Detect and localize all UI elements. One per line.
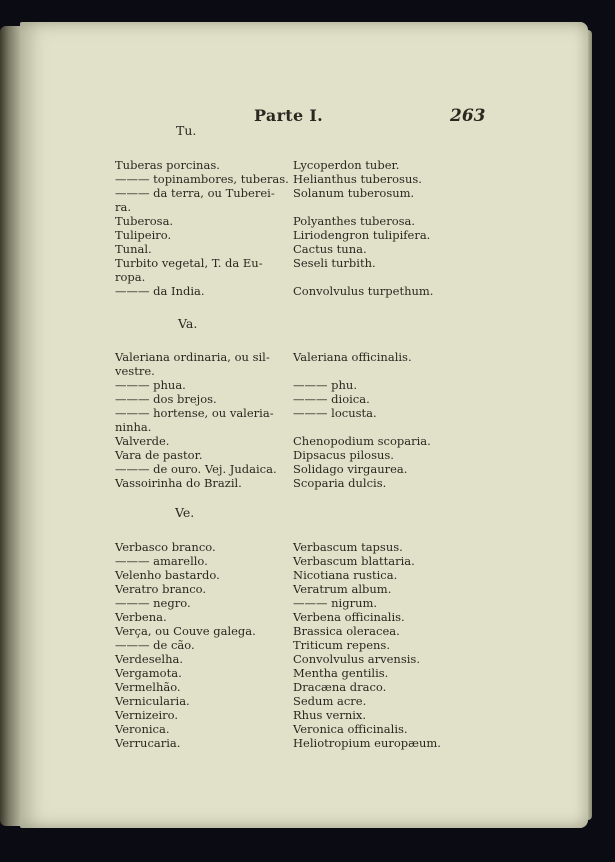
portuguese-name: Verbena. <box>115 610 167 624</box>
portuguese-name: Tunal. <box>115 242 152 256</box>
binding-edge <box>0 26 22 826</box>
portuguese-name: Vergamota. <box>115 666 182 680</box>
latin-name: Verbascum blattaria. <box>293 554 415 568</box>
page-number: 263 <box>450 106 486 126</box>
portuguese-name: Vernizeiro. <box>115 708 179 722</box>
latin-name: ——— phu. <box>293 378 357 392</box>
portuguese-name: ninha. <box>115 420 152 434</box>
latin-name: Chenopodium scoparia. <box>293 434 431 448</box>
portuguese-name: ——— da terra, ou Tuberei- <box>115 186 275 200</box>
latin-name: Lycoperdon tuber. <box>293 158 400 172</box>
latin-name: Sedum acre. <box>293 694 367 708</box>
portuguese-name: Vassoirinha do Brazil. <box>115 476 242 490</box>
portuguese-name: Vara de pastor. <box>115 448 203 462</box>
latin-name: Seseli turbith. <box>293 256 376 270</box>
latin-name: Rhus vernix. <box>293 708 367 722</box>
portuguese-name: ——— negro. <box>115 596 191 610</box>
latin-name: Polyanthes tuberosa. <box>293 214 416 228</box>
latin-name: Veronica officinalis. <box>293 722 408 736</box>
latin-name: Convolvulus arvensis. <box>293 652 420 666</box>
section-heading: Tu. <box>176 123 197 138</box>
portuguese-name: ——— de cão. <box>115 638 195 652</box>
latin-name: Scoparia dulcis. <box>293 476 387 490</box>
page-header <box>20 106 588 130</box>
section-heading: Va. <box>178 316 198 331</box>
latin-name: Heliotropium europæum. <box>293 736 441 750</box>
latin-name: Helianthus tuberosus. <box>293 172 422 186</box>
portuguese-name: ——— da India. <box>115 284 205 298</box>
portuguese-name: Tulipeiro. <box>115 228 172 242</box>
portuguese-name: Verrucaria. <box>115 736 181 750</box>
latin-name: Verbascum tapsus. <box>293 540 403 554</box>
portuguese-name: ——— phua. <box>115 378 186 392</box>
latin-name: Verbena officinalis. <box>293 610 405 624</box>
portuguese-name: Verça, ou Couve galega. <box>115 624 256 638</box>
portuguese-name: Tuberosa. <box>115 214 174 228</box>
running-title: Parte I. <box>254 106 323 125</box>
portuguese-name: Veronica. <box>115 722 170 736</box>
book-page <box>20 22 588 828</box>
latin-name: Valeriana officinalis. <box>293 350 412 364</box>
portuguese-name: Vermelhão. <box>115 680 181 694</box>
latin-name: Brassica oleracea. <box>293 624 400 638</box>
portuguese-name: Verdeselha. <box>115 652 184 666</box>
portuguese-name: ——— dos brejos. <box>115 392 217 406</box>
latin-name: Nicotiana rustica. <box>293 568 398 582</box>
portuguese-name: vestre. <box>115 364 155 378</box>
portuguese-name: ra. <box>115 200 132 214</box>
latin-name: Mentha gentilis. <box>293 666 389 680</box>
portuguese-name: Turbito vegetal, T. da Eu- <box>115 256 263 270</box>
portuguese-name: ——— topinambores, tuberas. <box>115 172 289 186</box>
portuguese-name: Valverde. <box>115 434 170 448</box>
latin-name: ——— locusta. <box>293 406 377 420</box>
portuguese-name: Valeriana ordinaria, ou sil- <box>115 350 270 364</box>
latin-name: ——— dioica. <box>293 392 370 406</box>
latin-name: ——— nigrum. <box>293 596 378 610</box>
latin-name: Dipsacus pilosus. <box>293 448 394 462</box>
portuguese-name: Vernicularia. <box>115 694 190 708</box>
portuguese-name: ——— de ouro. Vej. Judaica. <box>115 462 277 476</box>
latin-name: Dracæna draco. <box>293 680 387 694</box>
portuguese-name: Tuberas porcinas. <box>115 158 220 172</box>
latin-name: Convolvulus turpethum. <box>293 284 434 298</box>
portuguese-name: Veratro branco. <box>115 582 207 596</box>
portuguese-name: Verbasco branco. <box>115 540 216 554</box>
portuguese-name: Velenho bastardo. <box>115 568 220 582</box>
section-heading: Ve. <box>175 505 195 520</box>
latin-name: Cactus tuna. <box>293 242 367 256</box>
latin-name: Liriodengron tulipifera. <box>293 228 431 242</box>
latin-name: Solidago virgaurea. <box>293 462 408 476</box>
portuguese-name: ——— amarello. <box>115 554 208 568</box>
latin-name: Solanum tuberosum. <box>293 186 415 200</box>
portuguese-name: ropa. <box>115 270 146 284</box>
latin-name: Triticum repens. <box>293 638 390 652</box>
latin-name: Veratrum album. <box>293 582 392 596</box>
portuguese-name: ——— hortense, ou valeria- <box>115 406 274 420</box>
